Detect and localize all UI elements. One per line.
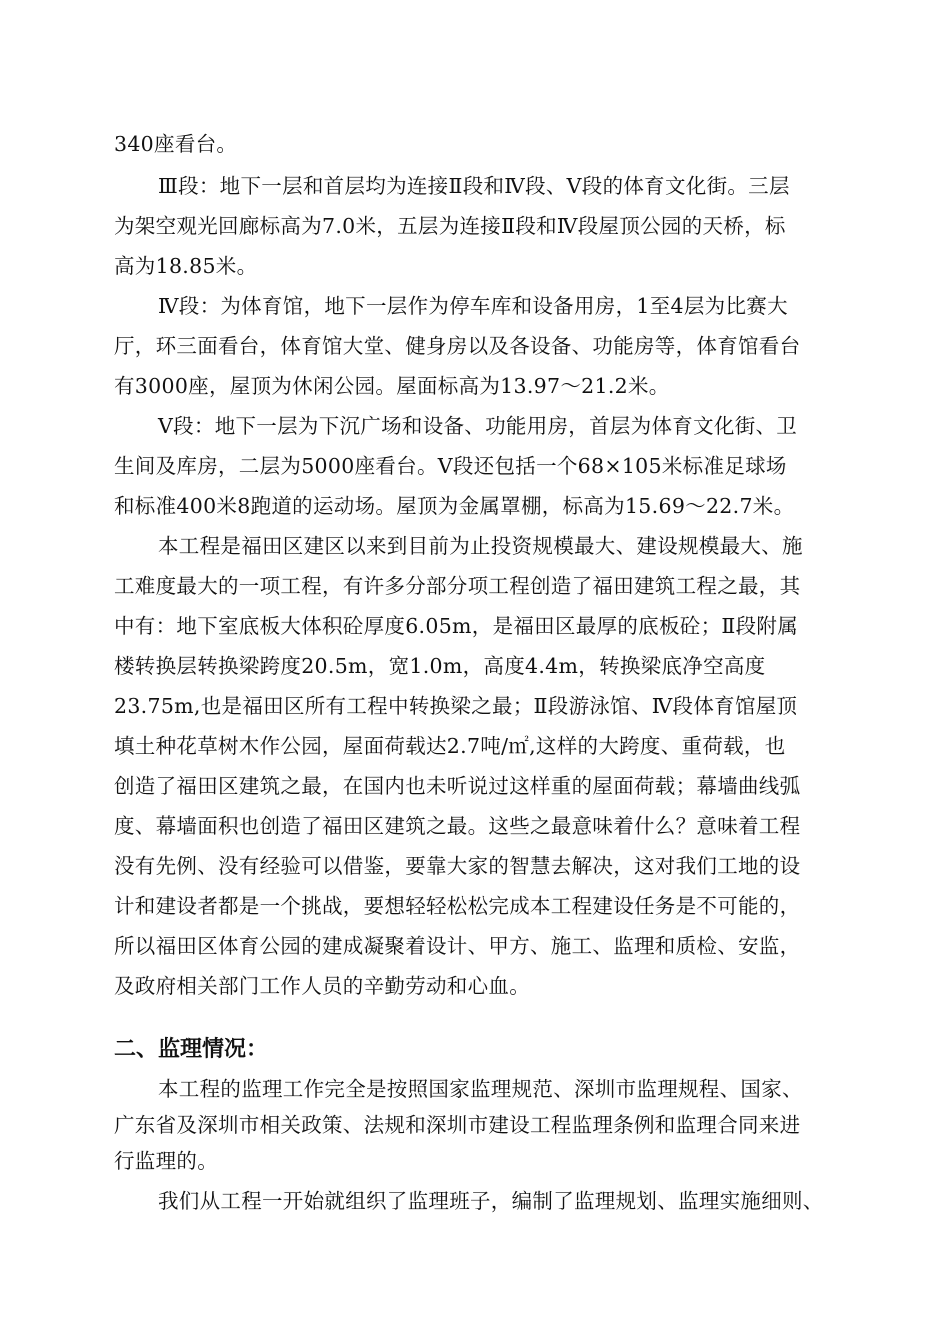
text-line-13: 中有：地下室底板大体积砼厚度6.05m，是福田区最厚的底板砼；Ⅱ段附属 [114, 614, 799, 638]
text-line-5: Ⅳ段：为体育馆，地下一层作为停车库和设备用房，1至4层为比赛大 [158, 294, 788, 318]
text-line-2: Ⅲ段：地下一层和首层均为连接Ⅱ段和Ⅳ段、Ⅴ段的体育文化街。三层 [158, 174, 790, 198]
text-line-16: 填土种花草树木作公园，屋面荷载达2.7吨/㎡,这样的大跨度、重荷载，也 [114, 734, 786, 758]
text-line-19: 没有先例、没有经验可以借鉴，要靠大家的智慧去解决，这对我们工地的设 [114, 854, 801, 878]
text-line-1: 340座看台。 [114, 132, 238, 156]
text-line-6: 厅，环三面看台，体育馆大堂、健身房以及各设备、功能房等，体育馆看台 [114, 334, 801, 358]
text-line-14: 楼转换层转换梁跨度20.5m，宽1.0m，高度4.4m，转换梁底净空高度 [114, 654, 766, 678]
text-line-20: 计和建设者都是一个挑战，要想轻轻松松完成本工程建设任务是不可能的， [114, 894, 801, 918]
text-line-21: 所以福田区体育公园的建成凝聚着设计、甲方、施工、监理和质检、安监， [114, 934, 801, 958]
text-line-4: 高为18.85米。 [114, 254, 258, 278]
section-text-line-3: 行监理的。 [114, 1149, 218, 1173]
text-line-11: 本工程是福田区建区以来到目前为止投资规模最大、建设规模最大、施 [158, 534, 803, 558]
text-line-9: 生间及库房，二层为5000座看台。Ⅴ段还包括一个68×105米标准足球场 [114, 454, 787, 478]
text-line-17: 创造了福田区建筑之最，在国内也未听说过这样重的屋面荷载；幕墙曲线弧 [114, 774, 801, 798]
section-text-line-1: 本工程的监理工作完全是按照国家监理规范、深圳市监理规程、国家、 [158, 1077, 803, 1101]
section-text-line-4: 我们从工程一开始就组织了监理班子，编制了监理规划、监理实施细则、 [158, 1189, 824, 1213]
text-line-18: 度、幕墙面积也创造了福田区建筑之最。这些之最意味着什么？意味着工程 [114, 814, 801, 838]
section-heading: 二、监理情况： [114, 1037, 269, 1062]
text-line-3: 为架空观光回廊标高为7.0米，五层为连接Ⅱ段和Ⅳ段屋顶公园的天桥，标 [114, 214, 786, 238]
text-line-15: 23.75m,也是福田区所有工程中转换梁之最；Ⅱ段游泳馆、Ⅳ段体育馆屋顶 [114, 694, 798, 718]
text-line-22: 及政府相关部门工作人员的辛勤劳动和心血。 [114, 974, 530, 998]
section-text-line-2: 广东省及深圳市相关政策、法规和深圳市建设工程监理条例和监理合同来进 [114, 1113, 801, 1137]
text-line-12: 工难度最大的一项工程，有许多分部分项工程创造了福田建筑工程之最，其 [114, 574, 801, 598]
text-line-8: Ⅴ段：地下一层为下沉广场和设备、功能用房，首层为体育文化街、卫 [158, 414, 798, 438]
text-line-7: 有3000座，屋顶为休闲公园。屋面标高为13.97～21.2米。 [114, 374, 670, 398]
text-line-10: 和标准400米8跑道的运动场。屋顶为金属罩棚，标高为15.69～22.7米。 [114, 494, 795, 518]
